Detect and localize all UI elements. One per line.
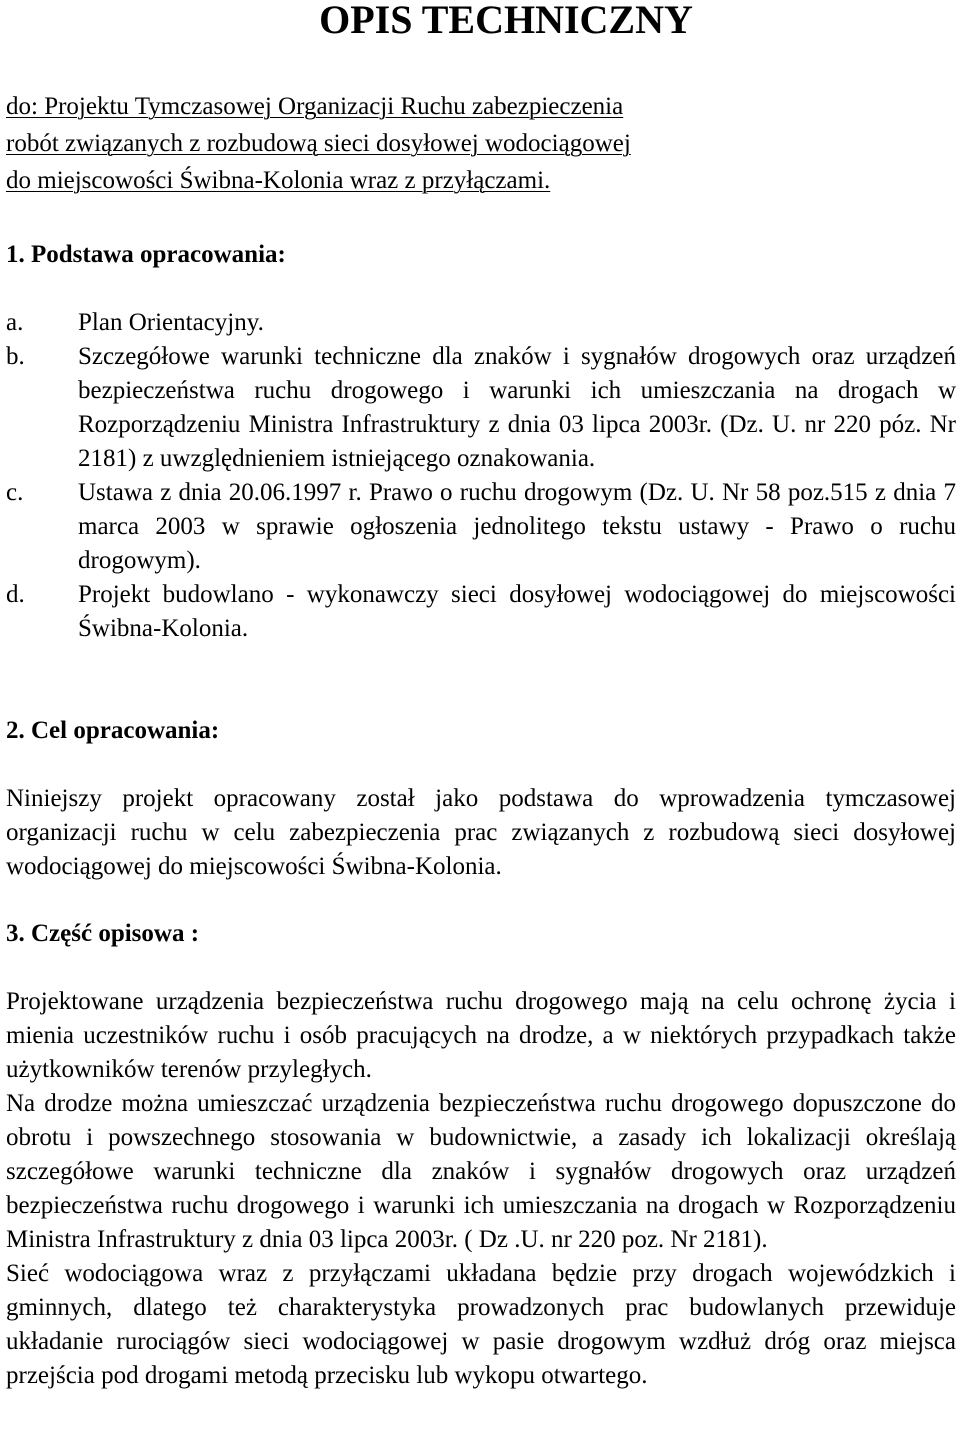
section-heading-purpose: 2. Cel opracowania: [6,717,220,744]
document-title: OPIS TECHNICZNY [319,0,693,42]
list-item-text: Ustawa z dnia 20.06.1997 r. Prawo o ruchu drogowym (Dz. U. Nr 58 poz.515 z dnia 7 marca 2003 w sprawie ogłoszenia jednolitego tekstu ustawy - Prawo o ruchu drogowym). [78,479,956,574]
list-item [6,578,956,646]
list-marker: d. [6,581,25,608]
list-marker: a. [6,309,24,336]
subject-line: do miejscowości Świbna-Kolonia wraz z przyłączami. [6,167,551,194]
paragraph: Sieć wodociągowa wraz z przyłączami układana będzie przy drogach wojewódzkich i gminnych, dlatego też charakterystyka prowadzonych prac budowlanych przewiduje układanie rurociągów sieci wodociągowej w pasie drogowym wzdłuż dróg oraz miejsca przejścia pod drogami metodą przecisku lub wykopu otwartego. [6,1260,956,1389]
list-item [6,476,956,578]
subject-line: robót związanych z rozbudową sieci dosyłowej wodociągowej [6,130,631,157]
purpose-paragraph [6,782,956,884]
basis-list [6,306,956,646]
document-subject [6,88,906,199]
paragraph: Niniejszy projekt opracowany został jako podstawa do wprowadzenia tymczasowej organizacji ruchu w celu zabezpieczenia prac związanych z rozbudową sieci dosyłowej wodociągowej do miejscowości Świbna-Kolonia. [6,785,956,880]
descriptive-paragraphs [6,985,956,1393]
list-marker: c. [6,479,24,506]
list-item [6,340,956,476]
section-heading-descriptive: 3. Część opisowa : [6,920,200,947]
list-item-text: Szczegółowe warunki techniczne dla znaków i sygnałów drogowych oraz urządzeń bezpieczeństwa ruchu drogowego i warunki ich umieszczania na drogach w Rozporządzeniu Ministra Infrastruktury z dnia 03 lipca 2003r. (Dz. U. nr 220 póz. Nr 2181) z uwzględnieniem istniejącego oznakowania. [78,343,956,472]
list-item-text: Projekt budowlano - wykonawczy sieci dosyłowej wodociągowej do miejscowości Świbna-Kolonia. [78,581,956,642]
section-heading-basis: 1. Podstawa opracowania: [6,241,286,268]
list-item-text: Plan Orientacyjny. [78,309,264,336]
list-item [6,306,956,340]
paragraph: Projektowane urządzenia bezpieczeństwa ruchu drogowego mają na celu ochronę życia i mienia uczestników ruchu i osób pracujących na drodze, a w niektórych przypadkach także użytkowników terenów przyległych. [6,988,956,1083]
paragraph: Na drodze można umieszczać urządzenia bezpieczeństwa ruchu drogowego dopuszczone do obrotu i powszechnego stosowania w budownictwie, a zasady ich lokalizacji określają szczegółowe warunki techniczne dla znaków i sygnałów drogowych oraz urządzeń bezpieczeństwa ruchu drogowego i warunki ich umieszczania na drogach w Rozporządzeniu Ministra Infrastruktury z dnia 03 lipca 2003r. ( Dz .U. nr 220 poz. Nr 2181). [6,1090,956,1253]
list-marker: b. [6,343,25,370]
subject-line: do: Projektu Tymczasowej Organizacji Ruchu zabezpieczenia [6,93,624,120]
